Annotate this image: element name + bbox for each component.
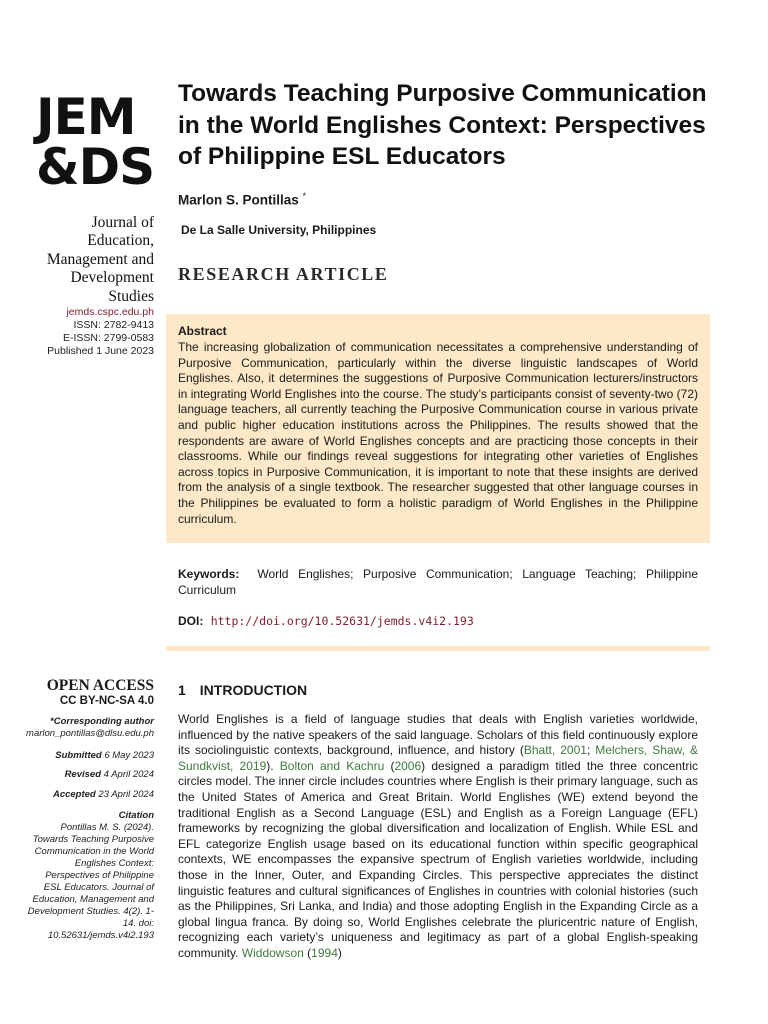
journal-name-line: Management and (46, 250, 154, 268)
revised-label: Revised (64, 769, 101, 780)
submitted-date (0, 750, 154, 762)
journal-name-line: Journal of (91, 214, 154, 231)
logo-line-2: &DS (36, 138, 155, 196)
corresponding-mark: * (302, 191, 307, 201)
author-name (178, 191, 306, 208)
citation-label: Citation (118, 810, 154, 821)
corresponding-author (0, 716, 154, 740)
corresponding-label: *Corresponding author (50, 716, 154, 727)
issn: ISSN: 2782-9413 (73, 319, 154, 331)
submitted-label: Submitted (55, 750, 102, 761)
journal-name (0, 214, 154, 306)
citation-link[interactable]: Bolton and Kachru (279, 758, 385, 773)
logo-line-1: JEM (36, 88, 136, 146)
accepted-label: Accepted (52, 789, 96, 800)
introduction-paragraph (178, 712, 698, 962)
section-title: INTRODUCTION (199, 682, 308, 698)
journal-website-link[interactable]: jemds.cspc.edu.ph (66, 306, 154, 318)
paper-title: Towards Teaching Purposive Communication in the World Englishes Context: Perspectives of Philippine ESL Educators (178, 80, 707, 170)
citation-link[interactable]: 2006 (394, 758, 422, 773)
accepted-value: 23 April 2024 (98, 789, 154, 800)
eissn: E-ISSN: 2799-0583 (62, 332, 154, 344)
doi (178, 614, 474, 628)
citation-link[interactable]: 1994 (311, 945, 338, 960)
submitted-value: 6 May 2023 (104, 750, 154, 761)
published-date: Published 1 June 2023 (47, 345, 154, 357)
citation (26, 810, 154, 942)
open-access-label: OPEN ACCESS (46, 677, 154, 694)
body-text: ) (337, 945, 342, 960)
keywords (178, 567, 698, 598)
author-name-text: Marlon S. Pontillas (178, 192, 299, 208)
doi-link[interactable]: http://doi.org/10.52631/jemds.v4i2.193 (210, 614, 474, 628)
license-label: CC BY-NC-SA 4.0 (59, 695, 154, 707)
body-text: ( (303, 945, 312, 960)
body-text: ( (384, 758, 395, 773)
section-number: 1 (178, 682, 186, 698)
revised-value: 4 April 2024 (103, 769, 154, 780)
journal-name-line: Development (70, 269, 154, 287)
accepted-date (0, 789, 154, 801)
body-text: ; (586, 743, 596, 758)
citation-link[interactable]: Melchers, Shaw, & Sundkvist, 2019 (178, 743, 698, 773)
keywords-label: Keywords: (178, 567, 240, 581)
body-text: World Englishes is a field of language studies that deals with English varieties worldwide, influenced by the native speakers of the said language. Scholars of this field continuously explore its sociolinguistic contexts, background, influence, and history ( (178, 712, 698, 758)
keywords-text: World Englishes; Purposive Communication; Language Teaching; Philippine Curriculum (178, 567, 698, 597)
abstract-text: The increasing globalization of communication necessitates a comprehensive understanding of Purposive Communication, particularly within the diverse linguistic landscapes of World Englishes. Also, it determines the suggestions of Purposive Communication lecturers/instructors in integrating World Englishes into the course. The study’s participants consist of seventy-two (72) language teachers, all currently teaching the Purposive Communication course in various private and public higher education institutions across the Philippines. The results showed that the respondents are aware of World Englishes concepts and are practicing those concepts in their classrooms. While our findings reveal suggestions for integrating other varieties of Englishes across topics in Purposive Communication, it is important to note that these insights are derived from the analysis of a single textbook. The researcher suggested that other language courses in the Philippines be evaluated to form a holistic paradigm of World Englishes in the Philippine curriculum. (178, 340, 698, 526)
journal-logo (36, 88, 156, 196)
corresponding-email[interactable]: marlon_pontillas@dlsu.edu.ph (26, 728, 154, 739)
citation-text: Pontillas M. S. (2024). Towards Teaching Purposive Communication in the World Englishes Context: Perspectives of Philippine ESL Educators. Journal of Education, Management and Development Studies. 4(2). 1-14. doi: 10.52631/jemds.v4i2.193 (27, 822, 154, 941)
body-text: ). (266, 758, 280, 773)
author-affiliation: De La Salle University, Philippines (181, 223, 377, 237)
revised-date (0, 769, 154, 781)
doi-label: DOI: (178, 614, 204, 628)
citation-link[interactable]: Bhatt, 2001 (523, 743, 587, 758)
body-text: ) designed a paradigm titled the three concentric circles model. The inner circle includes countries where English is their primary language, such as the United States of America and Great Britain. World Englishes (WE) extend beyond the traditional English as a Second Language (ESL) and English as a Foreign Language (EFL) frameworks by recognizing the global diversification and localization of English. While ESL and EFL categorize English usage based on its educational function within specific geographical contexts, WE encompasses the expansive spectrum of English varieties worldwide, including those in the Inner, Outer, and Expanding Circles. This perspective appreciates the distinct linguistic features and cultural significances of Englishes in countries with colonial histories (such as the Philippines, Sri Lanka, and India) and those adopting English in the Expanding Circle as a global lingua franca. By doing so, World Englishes celebrate the pluricentric nature of English, recognizing each variety’s uniqueness and legitimacy as part of a global English-speaking community. (178, 758, 698, 960)
abstract-heading: Abstract (178, 324, 227, 338)
journal-name-line: Studies (108, 287, 154, 305)
section-divider (166, 646, 710, 651)
journal-meta (0, 306, 154, 358)
journal-name-line: Education, (87, 232, 154, 250)
article-type: RESEARCH ARTICLE (178, 264, 389, 284)
section-heading-introduction (178, 682, 307, 698)
citation-link[interactable]: Widdowson (241, 945, 304, 960)
